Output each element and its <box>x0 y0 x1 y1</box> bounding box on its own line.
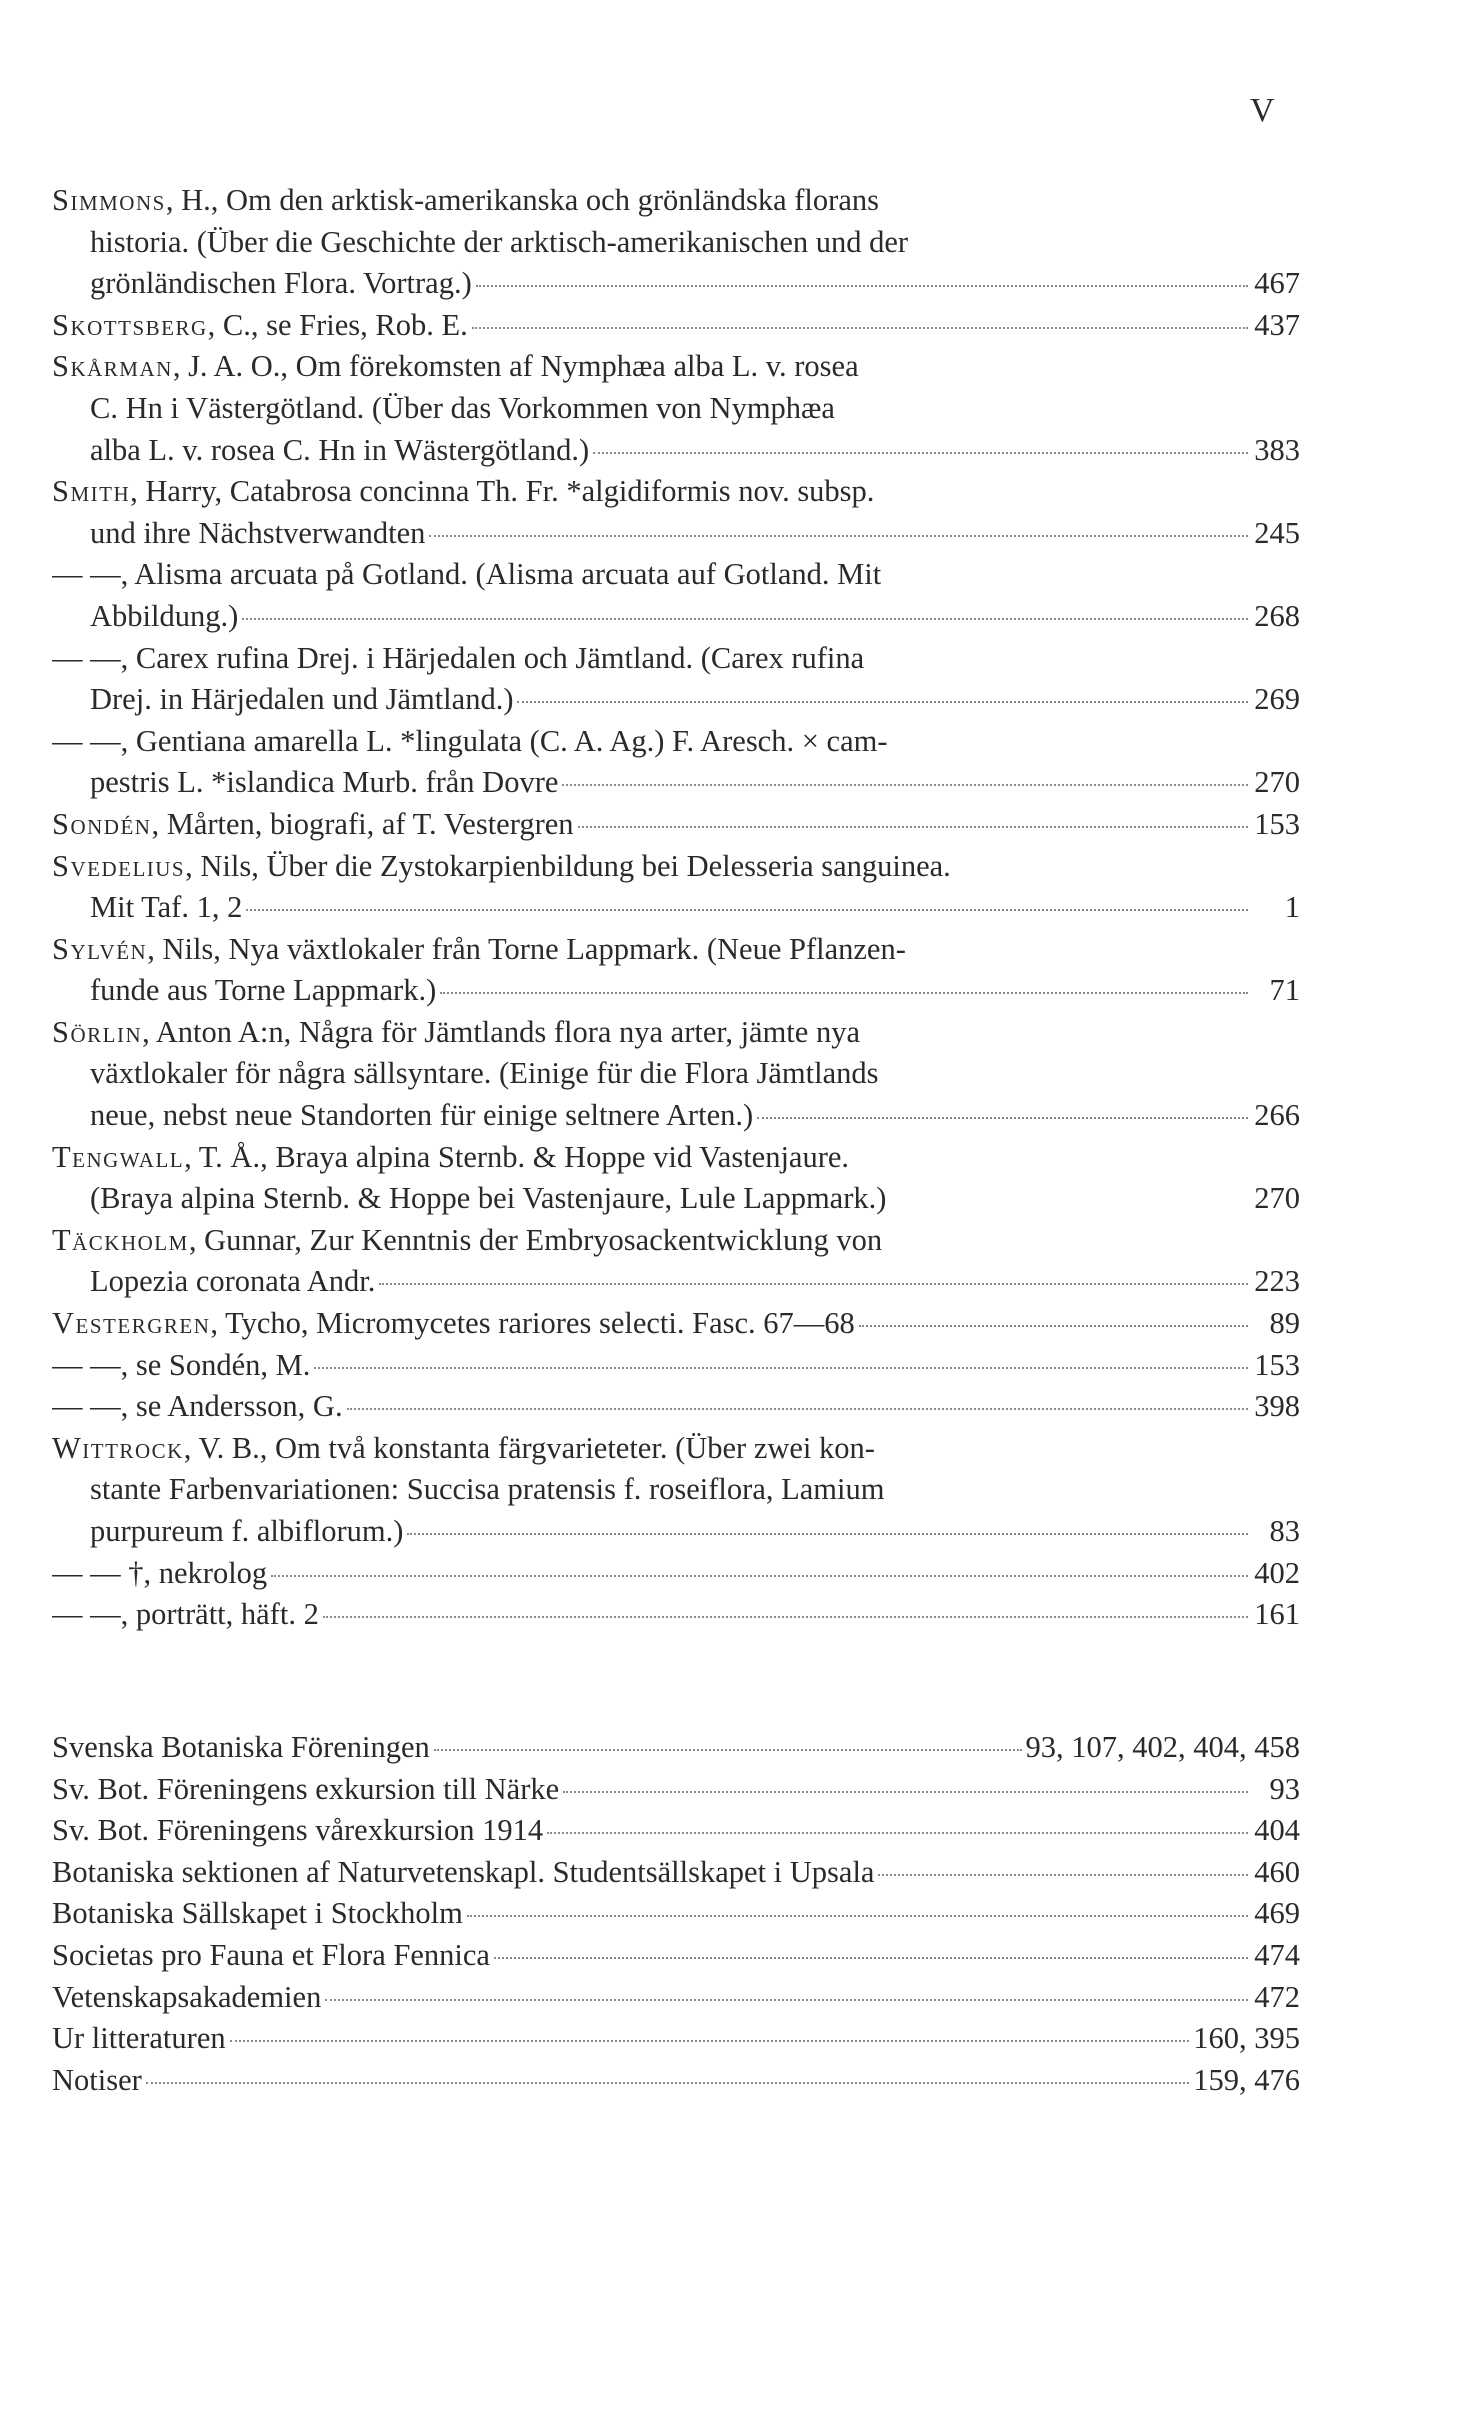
author-name: Simmons <box>52 183 166 217</box>
entry-line <box>52 471 1300 513</box>
dot-leader <box>325 1999 1248 2001</box>
entry-text: Mit Taf. 1, 2 <box>90 890 243 925</box>
dot-leader <box>578 826 1248 828</box>
page-number: 437 <box>1254 307 1300 342</box>
entry-text <box>52 1220 882 1262</box>
dot-leader <box>517 701 1248 703</box>
dot-leader <box>467 1915 1248 1917</box>
entry-title: , C., se Fries, Rob. E. <box>207 307 468 342</box>
society-line <box>52 2060 1300 2102</box>
page-number: 472 <box>1254 1979 1300 2014</box>
entry-text <box>52 929 906 971</box>
entry-text: grönländischen Flora. Vortrag.) <box>90 266 472 301</box>
page-number: 89 <box>1269 1306 1300 1341</box>
entry-line <box>52 846 1300 888</box>
entry-text: stante Farbenvariationen: Succisa pratensis f. roseiflora, Lamium <box>90 1472 885 1507</box>
index-entry <box>52 1386 1300 1428</box>
author-name: Täckholm <box>52 1222 189 1257</box>
entry-text: — — †, nekrolog <box>52 1555 268 1590</box>
society-name: Ur litteraturen <box>52 2021 226 2056</box>
entry-text: funde aus Torne Lappmark.) <box>90 973 437 1008</box>
entry-line <box>52 596 1300 638</box>
entry-line <box>52 1511 1300 1553</box>
dot-leader <box>434 1749 1022 1751</box>
author-name: Tengwall <box>52 1139 185 1174</box>
entry-text: (Braya alpina Sternb. & Hoppe bei Vastenjaure, Lule Lappmark.) <box>90 1181 887 1216</box>
entry-text: — —, se Andersson, G. <box>52 1389 343 1424</box>
index-entry <box>52 1012 1300 1137</box>
society-name: Svenska Botaniska Föreningen <box>52 1730 430 1764</box>
index-entry <box>52 846 1300 929</box>
society-name: Notiser <box>52 2062 142 2097</box>
index-entry <box>52 180 1300 305</box>
society-name: Sv. Bot. Föreningens vårexkursion 1914 <box>52 1813 544 1848</box>
index-entry <box>52 1428 1300 1553</box>
page-number: 93 <box>1269 1771 1300 1806</box>
dot-leader <box>314 1367 1248 1369</box>
index-entry <box>52 1220 1300 1303</box>
index-entry <box>52 554 1300 637</box>
page-number: 71 <box>1269 973 1300 1008</box>
page-number: 402 <box>1254 1555 1300 1590</box>
page-number: 159, 476 <box>1193 2062 1300 2097</box>
dot-leader <box>246 909 1248 911</box>
page-number: 153 <box>1254 1347 1300 1382</box>
dot-leader <box>440 992 1248 994</box>
society-line <box>52 1935 1300 1977</box>
entry-line <box>52 1345 1300 1387</box>
entry-line <box>52 1095 1300 1137</box>
society-line <box>52 1769 1300 1811</box>
dot-leader <box>476 285 1248 287</box>
entry-line <box>52 222 1300 264</box>
dot-leader <box>347 1408 1248 1410</box>
entry-line <box>52 1178 1300 1220</box>
page-number: 1 <box>1284 890 1300 925</box>
index-entry <box>52 929 1300 1012</box>
index-entry <box>52 1345 1300 1387</box>
author-name: Skottsberg <box>52 307 208 342</box>
page-number: 268 <box>1254 598 1300 633</box>
entry-text: Lopezia coronata Andr. <box>90 1264 376 1299</box>
society-line <box>52 1977 1300 2019</box>
entry-title: , V. B., Om två konstanta färgvarieteter. (Über zwei kon- <box>183 1430 875 1465</box>
page-number: 404 <box>1254 1813 1300 1848</box>
society-line <box>52 1893 1300 1935</box>
entry-text: — —, Carex rufina Drej. i Härjedalen och Jämtland. (Carex rufina <box>52 640 865 675</box>
entry-title: , Gunnar, Zur Kenntnis der Embryosackentwicklung von <box>188 1222 883 1257</box>
entry-line <box>52 1220 1300 1262</box>
entry-line <box>52 1469 1300 1511</box>
page-number: 474 <box>1254 1937 1300 1972</box>
entry-line <box>52 1261 1300 1303</box>
entry-text: alba L. v. rosea C. Hn in Wästergötland.) <box>90 432 590 467</box>
dot-leader <box>593 452 1248 454</box>
index-entry <box>52 1303 1300 1345</box>
entry-line <box>52 1386 1300 1428</box>
index-entry <box>52 638 1300 721</box>
entry-text: neue, nebst neue Standorten für einige seltnere Arten.) <box>90 1098 754 1133</box>
index-entry <box>52 1594 1300 1636</box>
author-name: Sondén <box>52 806 152 841</box>
author-name: Smith <box>52 474 131 509</box>
entry-title: , Mårten, biografi, af T. Vestergren <box>151 806 574 841</box>
society-line <box>52 1727 1300 1769</box>
entry-text: växtlokaler för några sällsyntare. (Einige für die Flora Jämtlands <box>90 1056 879 1091</box>
entry-line <box>52 1012 1300 1054</box>
author-name: Sylvén <box>52 931 148 966</box>
entry-title: , Nils, Nya växtlokaler från Torne Lappmark. (Neue Pflanzen- <box>147 931 906 966</box>
society-line <box>52 2018 1300 2060</box>
page-number: 160, 395 <box>1193 2021 1300 2056</box>
entry-text: und ihre Nächstverwandten <box>90 515 426 550</box>
society-name: Sv. Bot. Föreningens exkursion till Närke <box>52 1771 560 1806</box>
entry-text <box>52 471 874 513</box>
dot-leader <box>562 784 1248 786</box>
page-number: 469 <box>1254 1896 1300 1931</box>
entry-line <box>52 804 1300 846</box>
entry-title: , H., Om den arktisk-amerikanska och grönländska florans <box>165 183 879 217</box>
page-folio: V <box>1250 92 1276 129</box>
entry-text <box>52 180 879 222</box>
author-name: Vestergren <box>52 1306 211 1341</box>
entry-line <box>52 430 1300 472</box>
entry-text <box>52 1303 855 1345</box>
society-line <box>52 1852 1300 1894</box>
dot-leader <box>472 327 1248 329</box>
dot-leader <box>242 618 1248 620</box>
entry-line <box>52 721 1300 763</box>
dot-leader <box>407 1533 1248 1535</box>
page-number: 467 <box>1254 266 1300 301</box>
entry-title: , Anton A:n, Några för Jämtlands flora nya arter, jämte nya <box>142 1014 860 1049</box>
entry-line <box>52 305 1300 347</box>
entry-line <box>52 679 1300 721</box>
dot-leader <box>146 2082 1189 2084</box>
page-number: 269 <box>1254 682 1300 717</box>
entry-line <box>52 1428 1300 1470</box>
page-number: 245 <box>1254 515 1300 550</box>
author-name: Skårman <box>52 349 173 384</box>
dot-leader <box>429 535 1248 537</box>
entry-line <box>52 638 1300 680</box>
society-name: Societas pro Fauna et Flora Fennica <box>52 1937 490 1972</box>
entry-line <box>52 1053 1300 1095</box>
entry-line <box>52 887 1300 929</box>
entry-title: , J. A. O., Om förekomsten af Nymphæa alba L. v. rosea <box>172 349 859 384</box>
entry-line <box>52 1303 1300 1345</box>
author-index <box>52 180 1300 1636</box>
page-number: 398 <box>1254 1389 1300 1424</box>
dot-leader <box>547 1832 1248 1834</box>
entry-text: — —, Alisma arcuata på Gotland. (Alisma arcuata auf Gotland. Mit <box>52 557 882 592</box>
entry-title: , Harry, Catabrosa concinna Th. Fr. *algidiformis nov. subsp. <box>130 474 875 509</box>
entry-text: — —, se Sondén, M. <box>52 1347 311 1382</box>
page-number: 460 <box>1254 1854 1300 1889</box>
entry-line <box>52 388 1300 430</box>
society-name: Vetenskapsakademien <box>52 1979 322 2014</box>
dot-leader <box>757 1117 1248 1119</box>
entry-text <box>52 846 951 888</box>
entry-text <box>52 305 468 347</box>
entry-text: — —, Gentiana amarella L. *lingulata (C. A. Ag.) F. Aresch. × cam- <box>52 723 888 758</box>
entry-text: Drej. in Härjedalen und Jämtland.) <box>90 682 514 717</box>
page-number: 383 <box>1254 432 1300 467</box>
entry-text <box>52 1137 849 1179</box>
dot-leader <box>271 1575 1248 1577</box>
dot-leader <box>859 1325 1248 1327</box>
index-entry <box>52 346 1300 471</box>
entry-text: Abbildung.) <box>90 598 239 633</box>
entry-line <box>52 1137 1300 1179</box>
author-name: Svedelius <box>52 848 186 883</box>
entry-line <box>52 929 1300 971</box>
entry-line <box>52 346 1300 388</box>
page-number: 93, 107, 402, 404, 458 <box>1025 1730 1300 1764</box>
index-entry <box>52 1553 1300 1595</box>
index-entry <box>52 471 1300 554</box>
entry-text: purpureum f. albiflorum.) <box>90 1514 404 1548</box>
society-name: Botaniska Sällskapet i Stockholm <box>52 1896 463 1931</box>
entry-line <box>52 1594 1300 1636</box>
index-entry <box>52 721 1300 804</box>
societies-index <box>52 1727 1300 2101</box>
entry-line <box>52 554 1300 596</box>
page-number: 223 <box>1254 1264 1300 1299</box>
dot-leader <box>563 1791 1248 1793</box>
entry-text: historia. (Über die Geschichte der arktisch-amerikanischen und der <box>90 224 909 259</box>
page-number: 266 <box>1254 1098 1300 1133</box>
page-number: 270 <box>1254 1181 1300 1216</box>
entry-line <box>52 970 1300 1012</box>
entry-text: C. Hn i Västergötland. (Über das Vorkommen von Nymphæa <box>90 390 835 425</box>
entry-line <box>52 762 1300 804</box>
dot-leader <box>494 1957 1248 1959</box>
entry-text: pestris L. *islandica Murb. från Dovre <box>90 765 559 800</box>
dot-leader <box>878 1874 1248 1876</box>
entry-title: , Nils, Über die Zystokarpienbildung bei Delesseria sanguinea. <box>185 848 951 883</box>
society-name: Botaniska sektionen af Naturvetenskapl. Studentsällskapet i Upsala <box>52 1854 875 1889</box>
dot-leader <box>323 1616 1248 1618</box>
entry-line <box>52 180 1300 222</box>
entry-line <box>52 513 1300 555</box>
entry-line <box>52 263 1300 305</box>
entry-title: , Tycho, Micromycetes rariores selecti. Fasc. 67—68 <box>210 1306 855 1341</box>
society-line <box>52 1810 1300 1852</box>
entry-title: , T. Å., Braya alpina Sternb. & Hoppe vid Vastenjaure. <box>184 1139 850 1174</box>
index-entry <box>52 804 1300 846</box>
page-number: 161 <box>1254 1597 1300 1632</box>
page-number: 270 <box>1254 765 1300 800</box>
dot-leader <box>379 1283 1248 1285</box>
entry-line <box>52 1553 1300 1595</box>
page-number: 153 <box>1254 806 1300 841</box>
index-entry <box>52 1137 1300 1220</box>
author-name: Sörlin <box>52 1014 143 1049</box>
entry-text: — —, porträtt, häft. 2 <box>52 1597 319 1632</box>
entry-text <box>52 346 859 388</box>
author-name: Wittrock <box>52 1430 184 1465</box>
entry-text <box>52 804 574 846</box>
entry-text <box>52 1012 860 1054</box>
page-number: 83 <box>1269 1514 1300 1548</box>
index-entry <box>52 305 1300 347</box>
entry-text <box>52 1428 875 1470</box>
dot-leader <box>230 2040 1190 2042</box>
